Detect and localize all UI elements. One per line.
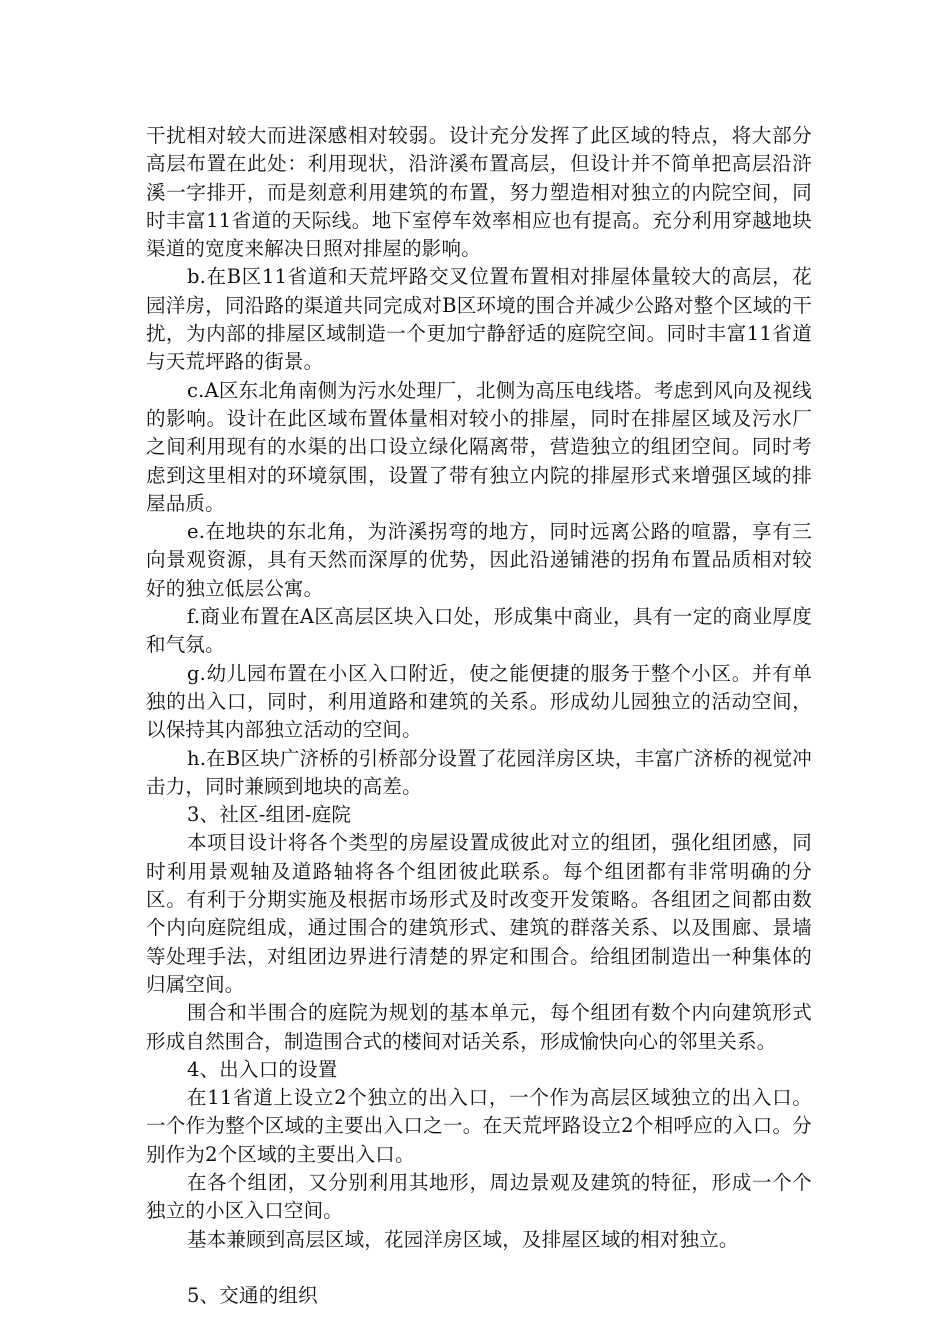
paragraph-item-h: h.在B区块广济桥的引桥部分设置了花园洋房区块，丰富广济桥的视觉冲击力，同时兼顾到地块的高差。 <box>146 746 812 798</box>
paragraph-section-3-courtyard: 围合和半围合的庭院为规划的基本单元，每个组团有数个内向建筑形式形成自然围合，制造围合式的楼间对话关系，形成愉快向心的邻里关系。 <box>146 1001 812 1053</box>
paragraph-section-4-entrances: 在11省道上设立2个独立的出入口，一个作为高层区域独立的出入口。一个作为整个区域的主要出入口之一。在天荒坪路设立2个相呼应的入口。分别作为2个区域的主要出入口。 <box>146 1086 812 1166</box>
paragraph-section-4-summary: 基本兼顾到高层区域，花园洋房区域，及排屋区域的相对独立。 <box>187 1227 739 1251</box>
document-page <box>146 122 812 1310</box>
paragraph-item-f: f.商业布置在A区高层区块入口处，形成集中商业，具有一定的商业厚度和气氛。 <box>146 605 812 657</box>
paragraph-section-4-groups: 在各个组团，又分别利用其地形，周边景观及建筑的特征，形成一个个独立的小区入口空间。 <box>146 1170 812 1223</box>
paragraph-item-c: c.A区东北角南侧为污水处理厂，北侧为高压电线塔。考虑到风向及视线的影响。设计在此区域布置体量相对较小的排屋，同时在排屋区域及污水厂之间利用现有的水渠的出口设立绿化隔离带，营造独立的组团空间。同时考虑到这里相对的环境氛围，设置了带有独立内院的排屋形式来增强区域的排屋品质。 <box>146 378 812 515</box>
paragraph-item-b: b.在B区11省道和天荒坪路交叉位置布置相对排屋体量较大的高层，花园洋房，同沿路的渠道共同完成对B区环境的围合并减少公路对整个区域的干扰，为内部的排屋区域制造一个更加宁静舒适的庭院空间。同时丰富11省道与天荒坪路的街景。 <box>146 265 812 374</box>
section-heading-4: 4、出入口的设置 <box>187 1057 338 1081</box>
paragraph-spacer <box>146 1254 812 1282</box>
paragraph-item-e: e.在地块的东北角，为浒溪拐弯的地方，同时远离公路的喧嚣，享有三向景观资源，具有天然而深厚的优势，因此沿递铺港的拐角布置品质相对较好的独立低层公寓。 <box>146 520 812 600</box>
paragraph-continuation: 干扰相对较大而进深感相对较弱。设计充分发挥了此区域的特点，将大部分高层布置在此处：利用现状，沿浒溪布置高层，但设计并不简单把高层沿浒溪一字排开，而是刻意利用建筑的布置，努力塑造相对独立的内院空间，同时丰富11省道的天际线。地下室停车效率相应也有提高。充分利用穿越地块渠道的宽度来解决日照对排屋的影响。 <box>146 124 812 261</box>
section-heading-3: 3、社区-组团-庭院 <box>187 803 352 827</box>
paragraph-section-3-body: 本项目设计将各个类型的房屋设置成彼此对立的组团，强化组团感，同时利用景观轴及道路轴将各个组团彼此联系。每个组团都有非常明确的分区。有利于分期实施及根据市场形式及时改变开发策略。各组团之间都由数个内向庭院组成，通过围合的建筑形式、建筑的群落关系、以及围廊、景墙等处理手法，对组团边界进行清楚的界定和围合。给组团制造出一种集体的归属空间。 <box>146 831 812 996</box>
section-heading-5: 5、交通的组织 <box>187 1283 318 1307</box>
paragraph-item-g: g.幼儿园布置在小区入口附近，使之能便捷的服务于整个小区。并有单独的出入口，同时，利用道路和建筑的关系。形成幼儿园独立的活动空间，以保持其内部独立活动的空间。 <box>146 661 812 742</box>
